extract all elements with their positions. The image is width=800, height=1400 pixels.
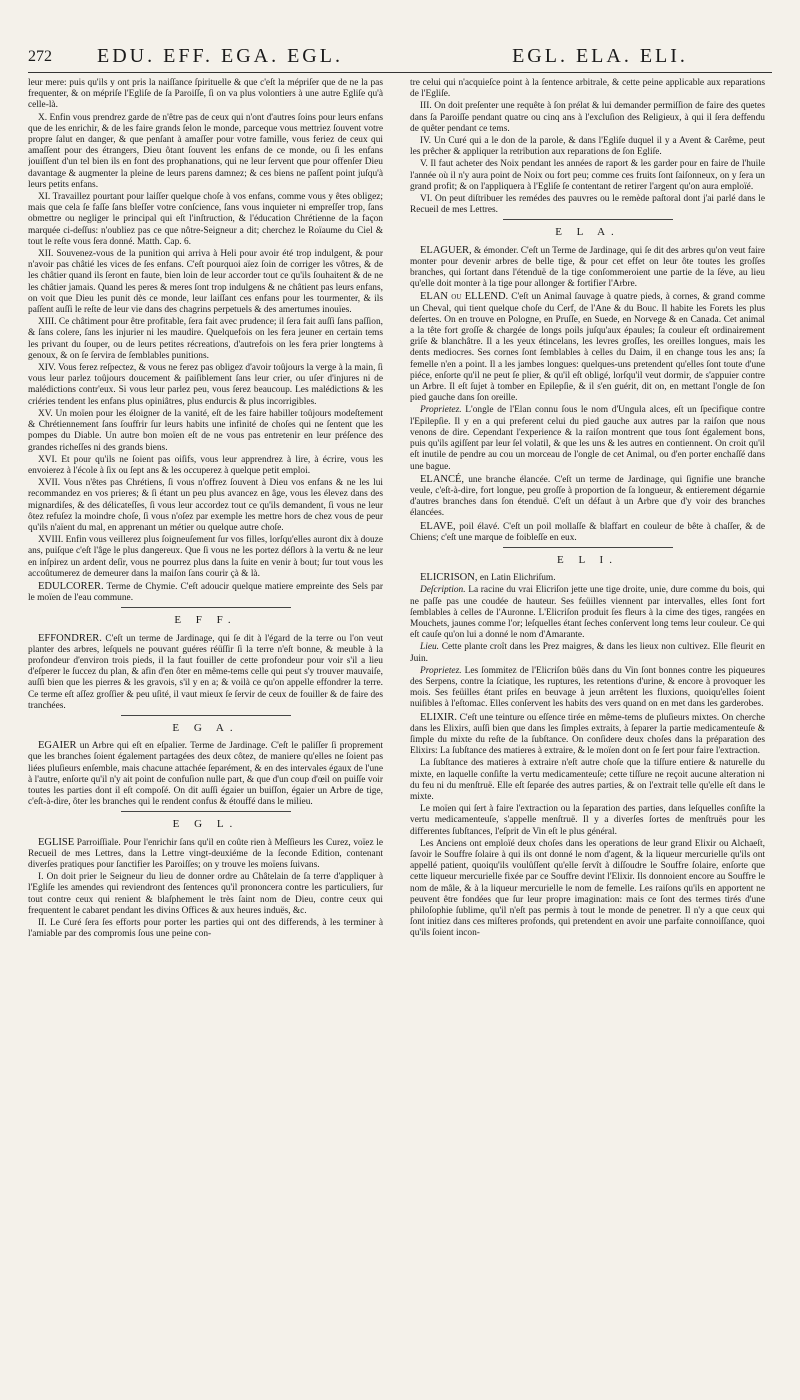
entry-paragraph [28,78,383,112]
entry-text: V. Il faut acheter des Noix pendant les années de raport & les garder pour en faire de l'huile l'année où il n'y aura point de Noix ou fort peu; comme ces fruits ſont ſaiſonneux, on y ſera un grand profit; & on l'appliquera à l'Egliſe ſe contentant de retirer l'argent qu'on aura emploïé. [410,159,765,192]
entry-paragraph [410,839,765,940]
entry-headword: ELAGUER, [420,244,472,256]
entry-text: tre celui qui n'acquieſce point à la ſentence arbitrale, & cette peine applicable aux reparations de l'Egliſe. [410,78,765,100]
entry-text: un Arbre qui eſt en eſpalier. Terme de Jardinage. C'eſt le paliſſer ſi proprement que les branches ſoient également partagées des deux côtez, de maniere qu'elles ne ſoient pas liées pluſieurs enſemble, mais chacune attachée ſeparément, & en des intervales égaux de l'une à l'autre, enſorte qu'il n'y ait point de confuſion nulle part, & que d'un coup d'œil on puiſſe voir toutes les parties dont il eſt compoſé. On dit auſſi égaier un buiſſon, égaier un Arbre de tige, c'eſt-à-dire, ôter les branches qui le rendent confus & étouffé dans le milieu. [28,741,383,808]
entry-headword: ELANCÉ, [420,473,465,485]
entry-text: XIII. Ce châtiment pour être profitable, ſera fait avec prudence; il ſera fait auſſi ſans paſſion, & ſans colere, ſans les injurier ni les maudire. Quelquefois on les fera jeuner en certain tems les privant du ſouper, ou de leurs petites récreations, d'autrefois on les fera prier longtems à genoux, & on ſe ſervira de ſemblables punitions. [28,317,383,361]
dictionary-entry [28,581,383,604]
left-running-head: EDU. EFF. EGA. EGL. [97,45,343,67]
entry-text: Le moïen qui ſert à faire l'extraction ou la ſeparation des parties, dans leſquelles conſiſte la vertu medicamenteuſe, s'appelle menſtruë. Il y a diverſes ſortes de menſtruës pour les differentes ſubſtances, l'eſprit de Vin eſt le plus général. [410,804,765,837]
entry-text: XVI. Et pour qu'ils ne ſoient pas oiſifs, vous leur apprendrez à lire, à écrire, vous les envoierez à l'école à ſix ou ſept ans & les occuperez à quelque petit emploi. [28,454,383,476]
entry-headword: EFFONDRER. [38,632,102,644]
right-running-head: EGL. ELA. ELI. [512,45,688,67]
dictionary-entry [410,712,765,758]
entry-paragraph [28,113,383,191]
dictionary-entry [28,837,383,872]
dictionary-entry [410,245,765,291]
entry-paragraph [410,159,765,193]
entry-paragraph [28,872,383,917]
entry-paragraph [410,405,765,472]
entry-text: III. On doit preſenter une requête à ſon prélat & lui demander permiſſion de faire des quetes dans ſa Paroiſſe pendant quatre ou cinq ans à l'excluſion des Religieux, à qui il ſera deffendu de quêter pendant ce tems. [410,101,765,134]
entry-subheading: Proprietez. [420,405,462,416]
entry-paragraph [28,317,383,362]
entry-text: Les Anciens ont emploïé deux choſes dans les operations de leur grand Elixir ou Alchaeſt, ſavoir le Souffre ſolaire à qui ils ont donné le nom d'agent, & la liqueur mercurielle qu'ils ont appellé patient, quoiqu'ils voulûſſent qu'elle ſervît à diſſoudre le Souffre ſolaire, enſorte que cette liqueur mercurielle fixée par ce Souffre devint l'Elixir. Ils donnoient encore au Souffre le nom de mâle, & à la liqueur mercurielle le nom de femelle. Les raiſons qu'ils en apportent ne peuvent être fondées que ſur leur propre imagination: mais ce ſont des termes tirés d'une philoſophie ſublime, qu'il n'eſt pas permis à tout le monde de penetrer. Il n'y a que ceux qui ſont initiez dans ces miſteres profonds, qui pretendent en avoir une parfaite connoiſſance, quoi qu'ils ſoient incon- [410,838,765,939]
entry-text: une branche élancée. C'eſt un terme de Jardinage, qui ſignifie une branche veule, c'eſt-à-dire, fort longue, peu groſſe à proportion de ſa longueur, & entierement dégarnie d'autres branches dans ſon étenduë. C'eſt un défaut à un Arbre que d'y voir des branches élancées. [410,474,765,519]
entry-text: en Latin Elichriſum. [477,573,556,584]
entry-text: XVIII. Enfin vous veillerez plus ſoigneuſement ſur vos filles, lorſqu'elles auront dix à douze ans, puiſque c'eſt l'âge le plus dangereux. Que ſi vous ne les portez déſlors à la vertu & ne leur en inſpirez un ardent deſir, vous ne pourrez plus dans la ſuite en venir à bout; ſur tout vous les accoûtumerez de demeurer dans la maiſon ſans courir çà & là. [28,535,383,579]
dictionary-entry [410,521,765,544]
entry-text: L'ongle de l'Elan connu ſous le nom d'Ungula alces, eſt un ſpecifique contre l'Epilepſie. Il y en a qui preferent celui du pied gauche aux autres par la raiſon que nous venons de dire. Cependant l'experience & la raiſon montrent que tous ſont également bons, puis qu'ils agiſſent par leur ſel volatil, & que les uns & les autres en contiennent. On croit qu'il eſt inutile de pendre au cou un morceau de l'ongle de cet Animal, ou d'en porter enchaſſé dans une bague. [410,405,765,472]
dictionary-entry [28,740,383,808]
section-heading: E L I. [557,553,618,566]
entry-text: XII. Souvenez-vous de la punition qui arriva à Heli pour avoir été trop indulgent, & pour n'avoir pas châtié les vices de ſes enfans. C'eſt pourquoi aïez ſoin de corriger les vôtres, & de les châtier quand ils ſeront en faute, bien loin de leur accorder tout ce qu'ils ſouhaitent & de ne les châtier jamais. Quand les peres & meres ſont trop indulgens & ne châtient pas leurs enfans, on voit que Dieu les punit dès ce monde, leur laiſſant ces enfans pour les tourmenter, & ils paſſent auſſi le reſte de leur vie dans des chagrins perpetuels & des amertumes inouïes. [28,249,383,316]
entry-text: Terme de Chymie. C'eſt adoucir quelque matiere empreinte des Sels par le moïen de l'eau commune. [28,581,383,604]
entry-text: XVII. Vous n'êtes pas Chrétiens, ſi vous n'offrez ſouvent à Dieu vos enfans & ne les lui recommandez en vos prieres; & ſi étant un peu plus avancez en âge, vous les élevez dans des mignardiſes, & des délicateſſes, ſi vous leur accordez tout ce qu'ils demandent, ſi vous ne leur ôtez refuſez la moindre choſe, ſi vous n'oſez par exemple les mettre hors de chez vous de peur qu'ils n'aïent du mal, en apprenant un métier ou quelque autre choſe. [28,478,383,533]
left-column [28,78,383,1382]
section-heading: E F F. [174,614,237,627]
entry-text: I. On doit prier le Seigneur du lieu de donner ordre au Châtelain de ſa terre d'appliquer à l'Egliſe les amendes qui reviendront des ſentences qu'il prononcera contre les particuliers, ſur tout contre ceux qui renient & blaſphement le très ſaint nom de Dieu, contre ceux qui frequentent le cabaret pendant les divins Offices & aux heures induës, &c. [28,872,383,916]
entry-paragraph [410,642,765,664]
entry-headword: ELAVE, [420,520,456,532]
entry-text: II. Le Curé ſera ſes efforts pour porter les parties qui ont des differends, à les terminer à l'amiable par des compromis ſous une peine con- [28,918,383,940]
entry-paragraph [28,535,383,580]
entry-headword: ELAN ou ELLEND. [420,291,509,303]
dictionary-entry [410,572,765,584]
section-heading: E L A. [555,226,620,239]
entry-paragraph [28,192,383,248]
right-column [410,78,765,1382]
entry-headword: ELICRISON, [420,572,478,584]
entry-paragraph [28,249,383,316]
page-header [28,38,772,73]
entry-text: VI. On peut diſtribuer les remédes des pauvres ou le remède paſtoral dont j'ai parlé dans le Recueil de mes Lettres. [410,194,765,216]
page-number: 272 [28,48,52,65]
entry-text: XIV. Vous ferez reſpectez, & vous ne ferez pas obligez d'avoir toûjours la verge à la main, ſi vous leur parlez toûjours doucement & paiſiblement ſans leur crier, ou uſer d'injures ni de malédictions contr'eux. Si vous leur parlez peu, vous ſerez beaucoup. Les malédictions & les criéries tendent les enfans plus opiniâtres, plus endurcis & plus incorrigibles. [28,363,383,407]
entry-paragraph [410,194,765,216]
dictionary-entry [410,291,765,404]
entry-paragraph [28,478,383,534]
entry-headword: EDULCORER. [38,580,104,592]
entry-text: C'eſt une teinture ou eſſence tirée en même-tems de pluſieurs mixtes. On cherche dans les Elixirs, auſſi bien que dans les ſimples extraits, à ſeparer la partie medicamenteuſe & ſimple du mixte du reſte de la ſubſtance. On conſidere deux choſes dans la préparation des Elixirs: La ſubſtance des matieres à extraire, & le moïen dont on ſe ſert pour faire l'extraction. [410,712,765,757]
section-rule [503,219,673,220]
entry-paragraph [410,666,765,711]
entry-text: C'eſt un Animal ſauvage à quatre pieds, à cornes, & grand comme un Cheval, qui tient quelque choſe du Cerf, de l'Ane & du Bouc. Il habite les Forets les plus deſertes. On en trouve en Pologne, en Pruſſe, en Suede, en Norvege & en Canada. Cet animal a la tête fort groſſe & chargée de longs poils juſqu'aux épaules; ſa couleur eſt ordinairement griſe & blanchâtre. Il a les yeux étincelans, les levres groſſes, les oreilles longues, mais les dents mediocres. Ses cornes ſont ſemblables à celles du Daim, il en change tous les ans; ſa femelle n'en a point. Il a les jambes longues: quelques-uns pretendent qu'elles ſont toute d'une piéce, enſorte qu'il ne peut ſe plier, & qu'il eſt obligé, lorſqu'il veut dormir, de s'appuier contre un Arbre. Il eſt ſujet à tomber en Epilepſie, & il s'en guérit, dit on, en mettant l'ongle de ſon pied gauche dans ſon oreille. [410,292,765,404]
entry-text: leur mere: puis qu'ils y ont pris la naiſſance ſpirituelle & que c'eſt la mépriſer que de ne la pas frequenter, & on mépriſe l'Egliſe de ſa Paroiſſe, ſi on va plus volontiers à une autre Egliſe qu'à celle-là. [28,78,383,111]
section-heading: E G A. [172,721,239,734]
entry-text: IV. Un Curé qui a le don de la parole, & dans l'Egliſe duquel il y a Avent & Carême, peut les prêcher & appliquer la retribution aux reparations de ſon Egliſe. [410,136,765,158]
entry-paragraph [28,363,383,408]
entry-headword: EGLISE [38,836,75,848]
entry-headword: EGAIER [38,740,77,752]
entry-headword: ELIXIR. [420,711,458,723]
entry-text: XV. Un moïen pour les éloigner de la vanité, eſt de les faire habiller toûjours modeſtement & Chrétiennement ſans ſouffrir ſur leurs habits une infinité de choſes qui ne ſentent que les pompes du Diable. Un autre bon moïen eſt de ne vous pas entretenir en leur préſence des grandes richeſſes ni des grands biens. [28,408,383,453]
entry-text: La ſubſtance des matieres à extraire n'eſt autre choſe que la tiſſure entiere & naturelle du mixte, en laquelle conſiſte la vertu medicamenteuſe; cette tiſſure ne reçoit aucune alteration ni du feu ni du menſtruë. Elle eſt ſeparée des autres parties, & on l'extrait telle qu'elle eſt dans le mixte. [410,758,765,802]
dictionary-entry [28,633,383,712]
entry-text: & émonder. C'eſt un Terme de Jardinage, qui ſe dit des arbres qu'on veut faire monter pour devenir arbres de belle tige, & pour cet effet on leur ôte toutes les groſſes branches, qui ſortant dans l'étenduë de la tige conſommeroient une partie de la ſéve, au lieu qu'elle doit monter à la tige pour allonger & fortifier l'Arbre. [410,245,765,290]
section-rule [503,547,673,548]
entry-text: XI. Travaillez pourtant pour laiſſer quelque choſe à vos enfans, comme vous y êtes obligez; mais que cela ſe faſſe ſans bleſſer votre conſcience, ſans vous inquieter ni empreſſer trop, ſans obmettre ou negliger le principal qui eſt l'inſtruction, & l'éducation Chrétienne de la façon marquée ci-deſſus: n'oubliez pas ce que nôtre-Seigneur a dit; cherchez le Roïaume du Ciel & tout le reſte vous ſera donné. Matth. Cap. 6. [28,192,383,247]
section-rule [121,715,291,716]
section-rule [121,811,291,812]
entry-paragraph [410,758,765,803]
entry-subheading: Lieu. [420,642,440,653]
entry-paragraph [410,136,765,158]
entry-paragraph [28,918,383,940]
entry-paragraph [410,804,765,838]
entry-text: X. Enfin vous prendrez garde de n'être pas de ceux qui n'ont d'autres ſoins pour leurs enfans que de les enrichir, & de les faire grands ſelon le monde, parceque vous mettriez ſouvent votre propre ſalut en danger, & que penſant à amaſſer pour votre famille, vous feriez de ceux qui amaſſent pour des étrangers, Dieu ôtant ſouvent les enfans de ce monde, ou ſi les enfans jouiſſent d'un tel bien ils en font des prophanations, qui ne leur ſervent que pour offenſer Dieu davantage & augmenter la pleine de leurs parens damnez; & ces biens ne paſſent point juſqu'à leurs petits enfans. [28,112,383,190]
entry-paragraph [28,409,383,454]
entry-text: La racine du vrai Elicriſon jette une tige droite, unie, dure comme du bois, qui ne paſſe pas une coudée de hauteur. Ses feüilles viennent par intervalles, elles ſont fort ſemblables à celles de l'Auronne. L'Elicriſon produit ſes fleurs à la cime des tiges, rangées en Mouchets, jaunes comme l'or; leſquelles étant ſeches conſervent long tems leur couleur. Ce qui eſt cauſe qu'on lui a donné le nom d'Amarante. [410,585,765,641]
entry-text: Les ſommitez de l'Elicriſon bûës dans du Vin ſont bonnes contre les piqueures des Serpens, contre la ſciatique, les ruptures, les retentions d'urine, & encore à provoquer les mois. Ses feüilles étant priſes en beuvage à jeun arrêtent les fluxions, quoiqu'elles ſoient nuiſibles à l'eſtomac. Elles conſervent les habits des vers quand on en met dans les garderobes. [410,665,765,710]
section-rule [121,607,291,608]
entry-paragraph [28,455,383,477]
dictionary-entry [410,474,765,520]
entry-text: poil élavé. C'eſt un poil mollaſſe & blaffart en couleur de bête à chaſſer, & de Chiens; c'eſt une marque de foibleſſe en eux. [410,521,765,543]
entry-text: C'eſt un terme de Jardinage, qui ſe dit à l'égard de la terre ou l'on veut planter des arbres, leſquels ne pouvant guéres réüſſir ſi la terre n'eſt bonne, & meuble à la profondeur d'environ trois pieds, il la faut fouiller de cette profondeur pour voir s'il a lieu d'eſperer le ſuccez du plan, & afin d'en ôter en même-tems celle qui peut s'y trouver mauvaiſe, auſſi bien que les pierres & les gravois, s'il y en a; & voilà ce qu'on appelle effondrer la terre. Ce terme eſt aſſez groſſier & peu uſité, il vaut mieux ſe ſervir de ceux de fouiller & de faire des tranchées. [28,633,383,711]
entry-paragraph [410,585,765,641]
entry-text: Parroiſſiale. Pour l'enrichir ſans qu'il en coûte rien à Meſſieurs les Curez, voïez le Recueil de mes Lettres, dans la Lettre vingt-deuxiéme de la ſeconde Edition, contenant diverſes pratiques pour ſanctifier les Paroiſſes; on y trouve les moïens ſuivans. [28,837,383,870]
entry-subheading: Deſcription. [420,585,466,596]
entry-paragraph [410,101,765,135]
entry-paragraph [410,78,765,100]
section-heading: E G L. [172,818,239,831]
entry-text: Cette plante croît dans les Prez maigres, & dans les lieux non cultivez. Elle fleurit en Juin. [410,642,765,664]
entry-subheading: Proprietez. [420,665,462,676]
